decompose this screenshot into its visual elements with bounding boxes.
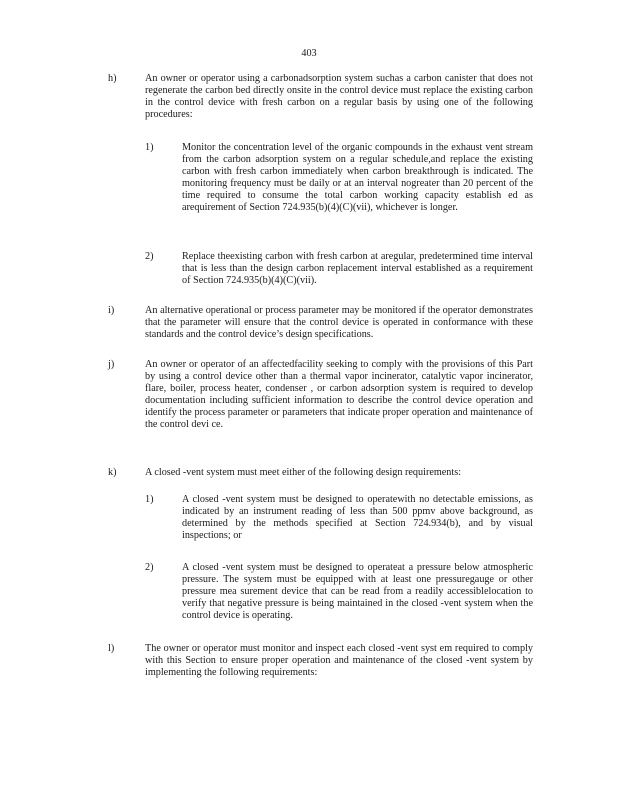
subparagraph-text: Monitor the concentration level of the organic compounds in the exhaust vent stream from the carbon adsorption system on a regular schedule,and replace the existing carbon with fresh carbon immediately when carbon breakthrough is indicated. The monitoring frequency must be daily or at an interval nogreater than 20 percent of the time required to consume the total carbon working capacity establish ed as arequirement of Section 724.935(b)(4)(C)(vii), whichever is longer. [182,142,533,214]
paragraph-text: An alternative operational or process parameter may be monitored if the operator demonstrates that the parameter will ensure that the control device is operated in conformance with these standards and the control device’s design specifications. [145,305,533,341]
paragraph-text: An owner or operator using a carbonadsorption system suchas a carbon canister that does not regenerate the carbon bed directly onsite in the control device must replace the existing carbon in the control device with fresh carbon on a regular basis by using one of the following procedures: [145,73,533,121]
subparagraph-label: 2) [145,251,154,262]
subparagraph-text: Replace theexisting carbon with fresh carbon at aregular, predetermined time interval that is less than the design carbon replacement interval established as a requirement of Section 724.935(b)(4)(C)(vii). [182,251,533,287]
subparagraph-text: A closed -vent system must be designed to operateat a pressure below atmospheric pressure. The system must be equipped with at least one pressuregauge or other pressure mea surement device that can be read from a readily accessiblelocation to verify that negative pressure is being maintained in the closed -vent system when the control device is operating. [182,562,533,622]
paragraph-label: j) [108,359,115,370]
subparagraph-label: 2) [145,562,154,573]
paragraph-label: i) [108,305,115,316]
subparagraph-text: A closed -vent system must be designed to operatewith no detectable emissions, as indicated by an instrument reading of less than 500 ppmv above background, as determined by the methods specified at Section 724.934(b), and by visual inspections; or [182,494,533,542]
paragraph-label: l) [108,643,115,654]
paragraph-text: An owner or operator of an affectedfacility seeking to comply with the provisions of this Part by using a control device other than a thermal vapor incinerator, catalytic vapor incinerator, flare, boiler, process heater, condenser , or carbon adsorption system is required to develop documentation including sufficient information to describe the control device operation and identify the process parameter or parameters that indicate proper operation and maintenance of the control devi ce. [145,359,533,431]
subparagraph-label: 1) [145,494,154,505]
paragraph-label: h) [108,73,117,84]
paragraph-text: The owner or operator must monitor and inspect each closed -vent syst em required to comply with this Section to ensure proper operation and maintenance of the closed -vent system by implementing the following requirements: [145,643,533,679]
page-number: 403 [301,48,317,59]
subparagraph-label: 1) [145,142,154,153]
paragraph-text: A closed -vent system must meet either of the following design requirements: [145,467,462,478]
paragraph-label: k) [108,467,117,478]
